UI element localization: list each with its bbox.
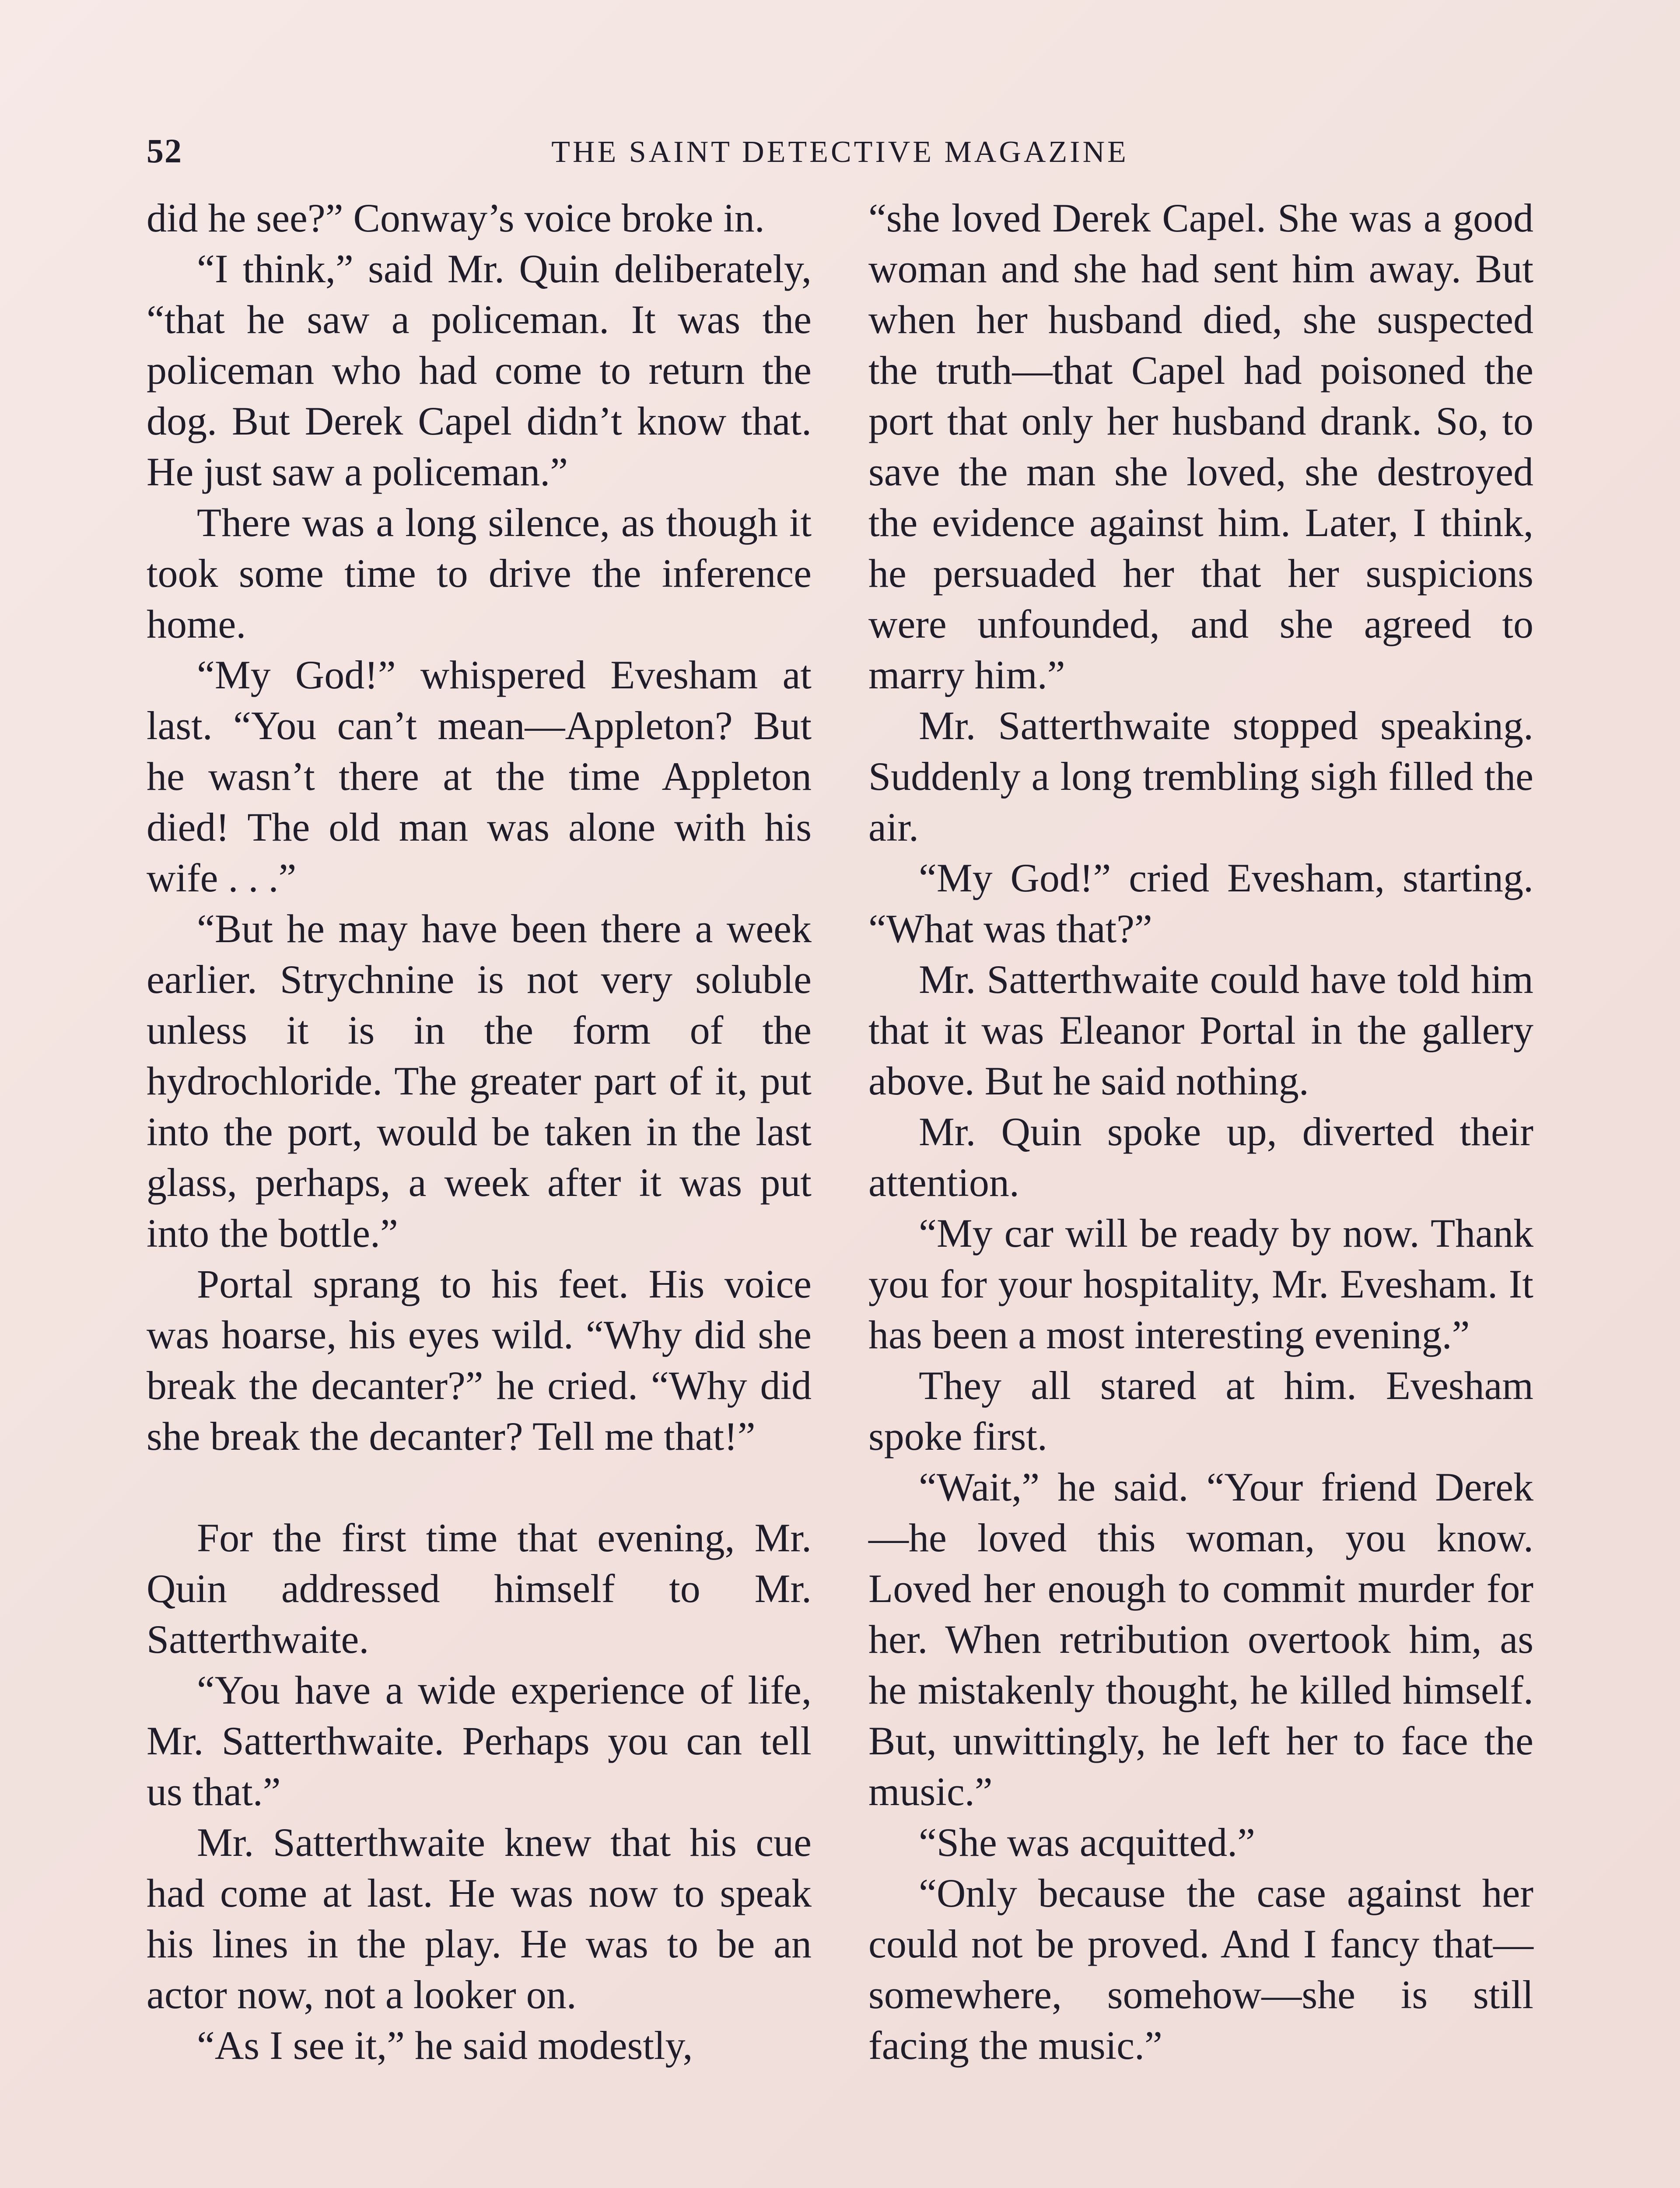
paragraph: Mr. Satterthwaite could have told him that it was Eleanor Portal in the gallery above. But he said nothing. <box>868 957 1533 1103</box>
paragraph: “My God!” cried Evesham, starting. “What was that?” <box>868 856 1533 951</box>
paragraph: “Only because the case against her could not be proved. And I fancy that—somewhere, somehow—she is still facing the music.” <box>868 1871 1533 2068</box>
paragraph: “she loved Derek Capel. She was a good woman and she had sent him away. But when her husband died, she suspected the truth—that Capel had poisoned the port that only her husband drank. So, to save the man she loved, she destroyed the evidence against him. Later, I think, he persuaded her that her suspicions were unfounded, and she agreed to marry him.” <box>868 196 1533 697</box>
page-number: 52 <box>147 132 182 170</box>
paragraph: “But he may have been there a week earlier. Strychnine is not very soluble unless it is in the form of the hydrochloride. The greater part of it, put into the port, would be taken in the last glass, perhaps, a week after it was put into the bottle.” <box>147 906 812 1255</box>
paragraph: Portal sprang to his feet. His voice was hoarse, his eyes wild. “Why did she break the decanter?” he cried. “Why did she break the decanter? Tell me that!” <box>147 1262 812 1459</box>
paragraph: “My God!” whispered Evesham at last. “You can’t mean—Appleton? But he wasn’t there at the time Appleton died! The old man was alone with his wife . . .” <box>147 652 812 900</box>
right-text-column <box>868 193 1533 2071</box>
paragraph: There was a long silence, as though it took some time to drive the inference home. <box>147 500 812 646</box>
paragraph: “My car will be ready by now. Thank you for your hospitality, Mr. Evesham. It has been a most interesting evening.” <box>868 1211 1533 1357</box>
paragraph: Mr. Satterthwaite stopped speaking. Suddenly a long trembling sigh filled the air. <box>868 703 1533 849</box>
paragraph: “She was acquitted.” <box>919 1820 1255 1865</box>
paragraph: Mr. Satterthwaite knew that his cue had come at last. He was now to speak his lines in the play. He was to be an actor now, not a looker on. <box>147 1820 812 2017</box>
paragraph: did he see?” Conway’s voice broke in. <box>147 196 765 240</box>
paragraph: “You have a wide experience of life, Mr. Satterthwaite. Perhaps you can tell us that.” <box>147 1668 812 1814</box>
left-text-column <box>147 193 812 2071</box>
paragraph: “I think,” said Mr. Quin deliberately, “that he saw a policeman. It was the policeman who had come to return the dog. But Derek Capel didn’t know that. He just saw a policeman.” <box>147 246 812 494</box>
paragraph: They all stared at him. Evesham spoke first. <box>868 1363 1533 1459</box>
running-head <box>147 131 1533 179</box>
paragraph: “Wait,” he said. “Your friend Derek—he loved this woman, you know. Loved her enough to commit murder for her. When retribution overtook him, as he mistakenly thought, he killed himself. But, unwittingly, he left her to face the music.” <box>868 1465 1533 1814</box>
paragraph: For the first time that evening, Mr. Quin addressed himself to Mr. Satterthwaite. <box>147 1515 812 1662</box>
paragraph: Mr. Quin spoke up, diverted their attention. <box>868 1109 1533 1205</box>
magazine-title: THE SAINT DETECTIVE MAGAZINE <box>551 135 1129 169</box>
paragraph: “As I see it,” he said modestly, <box>197 2023 693 2068</box>
